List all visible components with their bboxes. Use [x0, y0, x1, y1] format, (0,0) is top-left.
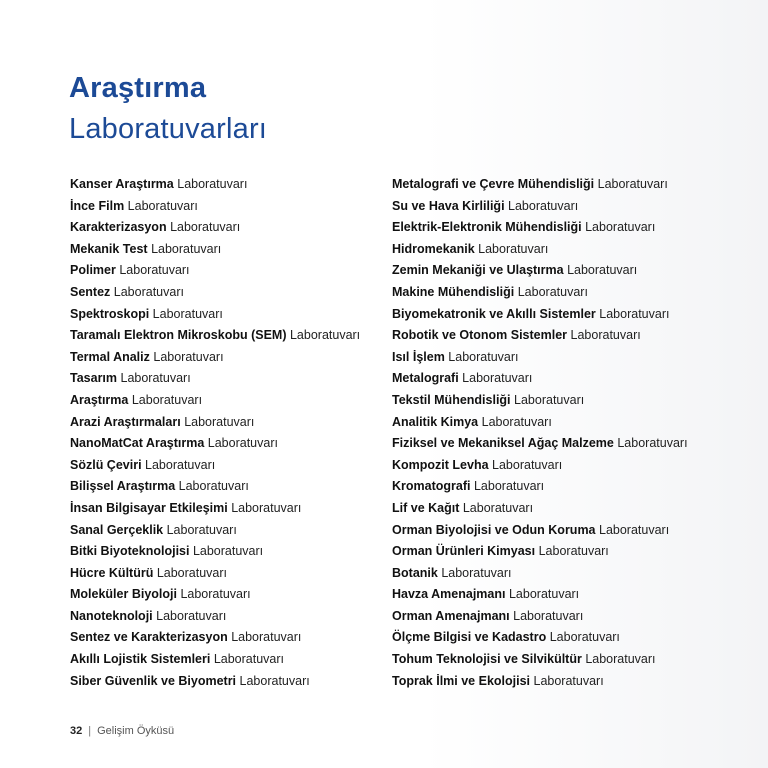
lab-suffix: Laboratuvarı [441, 565, 512, 580]
lab-list-item [70, 347, 360, 369]
lab-name: Lif ve Kağıt [392, 500, 460, 515]
lab-suffix: Laboratuvarı [462, 371, 533, 386]
lab-list-item [70, 433, 360, 455]
lab-name: İnsan Bilgisayar Etkileşimi [70, 500, 228, 515]
lab-name: Spektroskopi [70, 306, 150, 321]
lab-suffix: Laboratuvarı [492, 457, 563, 472]
lab-name: Orman Biyolojisi ve Odun Koruma [392, 522, 596, 537]
lab-name: Orman Ürünleri Kimyası [392, 544, 536, 559]
lab-suffix: Laboratuvarı [120, 371, 191, 386]
lab-list-item [392, 325, 688, 347]
lab-name: Analitik Kimya [392, 414, 479, 429]
lab-suffix: Laboratuvarı [597, 177, 668, 191]
lab-list-item [392, 563, 688, 585]
lab-suffix: Laboratuvarı [239, 673, 310, 688]
lab-name: Araştırma [70, 392, 129, 407]
lab-name: Taramalı Elektron Mikroskobu (SEM) [70, 328, 287, 343]
lab-suffix: Laboratuvarı [508, 198, 579, 213]
lab-suffix: Laboratuvarı [478, 241, 549, 256]
lab-name: Sanal Gerçeklik [70, 522, 164, 537]
lab-list-item [70, 174, 360, 196]
lab-name: Sentez ve Karakterizasyon [70, 630, 228, 645]
lab-name: Toprak İlmi ve Ekolojisi [392, 673, 531, 688]
lab-list-item [392, 196, 688, 218]
lab-list-item [392, 239, 688, 261]
lab-name: Makine Mühendisliği [392, 284, 515, 299]
lab-list-item [392, 606, 688, 628]
lab-name: Polimer [70, 263, 116, 278]
lab-name: Termal Analiz [70, 349, 150, 364]
lab-list-item [70, 260, 360, 282]
lab-suffix: Laboratuvarı [585, 652, 656, 667]
page-number: 32 [70, 725, 83, 737]
lab-list-item [392, 368, 688, 390]
page-footer [70, 725, 174, 737]
lab-suffix: Laboratuvarı [207, 436, 278, 451]
lab-list-item [392, 476, 688, 498]
lab-name: Ölçme Bilgisi ve Kadastro [392, 630, 547, 645]
page-title-line-2: Laboratuvarları [69, 113, 268, 145]
lab-list-item [70, 627, 360, 649]
lab-suffix: Laboratuvarı [178, 479, 249, 494]
lab-name: NanoMatCat Araştırma [70, 436, 205, 451]
lab-list-item [392, 671, 688, 693]
lab-name: Su ve Hava Kirliliği [392, 198, 505, 213]
lab-name: Bilişsel Araştırma [70, 479, 176, 494]
lab-name: Fiziksel ve Mekaniksel Ağaç Malzeme [392, 436, 614, 451]
lab-suffix: Laboratuvarı [549, 630, 620, 645]
lab-list-item [70, 584, 360, 606]
lab-list-item [70, 671, 360, 693]
lab-suffix: Laboratuvarı [448, 349, 519, 364]
lab-suffix: Laboratuvarı [151, 241, 222, 256]
lab-suffix: Laboratuvarı [570, 328, 641, 343]
lab-suffix: Laboratuvarı [617, 436, 688, 451]
lab-name: Kompozit Levha [392, 457, 489, 472]
lab-list-item [392, 282, 688, 304]
lab-list-item [70, 476, 360, 498]
lab-name: Zemin Mekaniği ve Ulaştırma [392, 263, 564, 278]
lab-suffix: Laboratuvarı [192, 544, 264, 559]
lab-suffix: Laboratuvarı [585, 220, 656, 235]
lab-suffix: Laboratuvarı [170, 220, 241, 235]
lab-list-item [392, 498, 688, 520]
lab-list-item [70, 520, 360, 542]
lab-name: Robotik ve Otonom Sistemler [392, 328, 568, 343]
lab-suffix: Laboratuvarı [213, 652, 284, 667]
lab-list-item [392, 433, 688, 455]
lab-list-item [392, 217, 688, 239]
lab-list-item [70, 649, 360, 671]
lab-list-item [392, 584, 688, 606]
lab-name: Moleküler Biyoloji [70, 587, 177, 602]
lab-name: Hücre Kültürü [70, 565, 154, 580]
lab-suffix: Laboratuvarı [152, 306, 223, 321]
lab-suffix: Laboratuvarı [289, 328, 361, 343]
lab-suffix: Laboratuvarı [231, 500, 302, 515]
lab-name: Elektrik-Elektronik Mühendisliği [392, 220, 582, 235]
lab-name: Siber Güvenlik ve Biyometri [70, 673, 237, 688]
lab-name: Biyomekatronik ve Akıllı Sistemler [392, 306, 596, 321]
lab-suffix: Laboratuvarı [599, 522, 670, 537]
lab-list-item [70, 563, 360, 585]
lab-name: Sentez [70, 284, 111, 299]
lab-list-right [392, 174, 688, 692]
lab-list-item [70, 325, 360, 347]
lab-list-item [392, 541, 688, 563]
lab-name: Arazi Araştırmaları [70, 414, 181, 429]
lab-suffix: Laboratuvarı [473, 479, 545, 494]
lab-list-item [392, 520, 688, 542]
lab-suffix: Laboratuvarı [177, 177, 248, 191]
page-title-line-1: Araştırma [69, 72, 207, 104]
lab-name: Hidromekanik [392, 241, 475, 256]
lab-suffix: Laboratuvarı [184, 414, 255, 429]
lab-list-item [70, 196, 360, 218]
lab-list-item [392, 390, 688, 412]
lab-list-item [392, 455, 688, 477]
lab-name: İnce Film [70, 198, 125, 213]
lab-name: Metalografi [392, 371, 459, 386]
lab-suffix: Laboratuvarı [127, 198, 198, 213]
lab-list-item [70, 368, 360, 390]
lab-suffix: Laboratuvarı [538, 544, 609, 559]
lab-suffix: Laboratuvarı [153, 349, 224, 364]
lab-list-item [392, 260, 688, 282]
lab-list-item [70, 217, 360, 239]
lab-suffix: Laboratuvarı [156, 608, 227, 623]
lab-name: Havza Amenajmanı [392, 587, 506, 602]
lab-list-item [392, 347, 688, 369]
lab-name: Botanik [392, 565, 438, 580]
lab-name: Kromatografi [392, 479, 471, 494]
lab-list-item [392, 174, 688, 196]
lab-name: Orman Amenajmanı [392, 608, 510, 623]
lab-name: Tekstil Mühendisliği [392, 392, 511, 407]
footer-section-title: Gelişim Öyküsü [97, 725, 175, 737]
lab-suffix: Laboratuvarı [156, 565, 228, 580]
lab-name: Tohum Teknolojisi ve Silvikültür [392, 652, 582, 667]
lab-name: Metalografi ve Çevre Mühendisliği [392, 177, 595, 191]
lab-list-item [70, 304, 360, 326]
lab-name: Akıllı Lojistik Sistemleri [70, 652, 211, 667]
lab-list-item [392, 627, 688, 649]
lab-list-item [70, 390, 360, 412]
lab-list-item [70, 412, 360, 434]
lab-name: Sözlü Çeviri [70, 457, 142, 472]
lab-suffix: Laboratuvarı [599, 306, 670, 321]
lab-suffix: Laboratuvarı [481, 414, 552, 429]
lab-suffix: Laboratuvarı [166, 522, 237, 537]
lab-list-item [70, 498, 360, 520]
lab-list-item [70, 282, 360, 304]
lab-suffix: Laboratuvarı [514, 392, 585, 407]
lab-name: Nanoteknoloji [70, 608, 153, 623]
lab-suffix: Laboratuvarı [119, 263, 190, 278]
lab-suffix: Laboratuvarı [567, 263, 638, 278]
lab-suffix: Laboratuvarı [145, 457, 216, 472]
lab-list-item [70, 455, 360, 477]
footer-separator: | [88, 725, 92, 737]
lab-name: Bitki Biyoteknolojisi [70, 544, 190, 559]
lab-list-item [70, 239, 360, 261]
lab-name: Karakterizasyon [70, 220, 167, 235]
lab-suffix: Laboratuvarı [180, 587, 251, 602]
lab-list-left [70, 174, 360, 692]
lab-suffix: Laboratuvarı [131, 392, 203, 407]
lab-name: Tasarım [70, 371, 118, 386]
lab-suffix: Laboratuvarı [508, 587, 580, 602]
lab-name: Isıl İşlem [392, 349, 445, 364]
lab-suffix: Laboratuvarı [113, 284, 184, 299]
lab-suffix: Laboratuvarı [513, 608, 584, 623]
lab-name: Mekanik Test [70, 241, 148, 256]
lab-suffix: Laboratuvarı [517, 284, 588, 299]
lab-list-item [392, 649, 688, 671]
lab-suffix: Laboratuvarı [533, 673, 604, 688]
lab-name: Kanser Araştırma [70, 177, 174, 191]
lab-suffix: Laboratuvarı [231, 630, 302, 645]
lab-list-item [392, 412, 688, 434]
lab-list-item [70, 541, 360, 563]
lab-list-item [392, 304, 688, 326]
lab-suffix: Laboratuvarı [462, 500, 534, 515]
lab-list-item [70, 606, 360, 628]
